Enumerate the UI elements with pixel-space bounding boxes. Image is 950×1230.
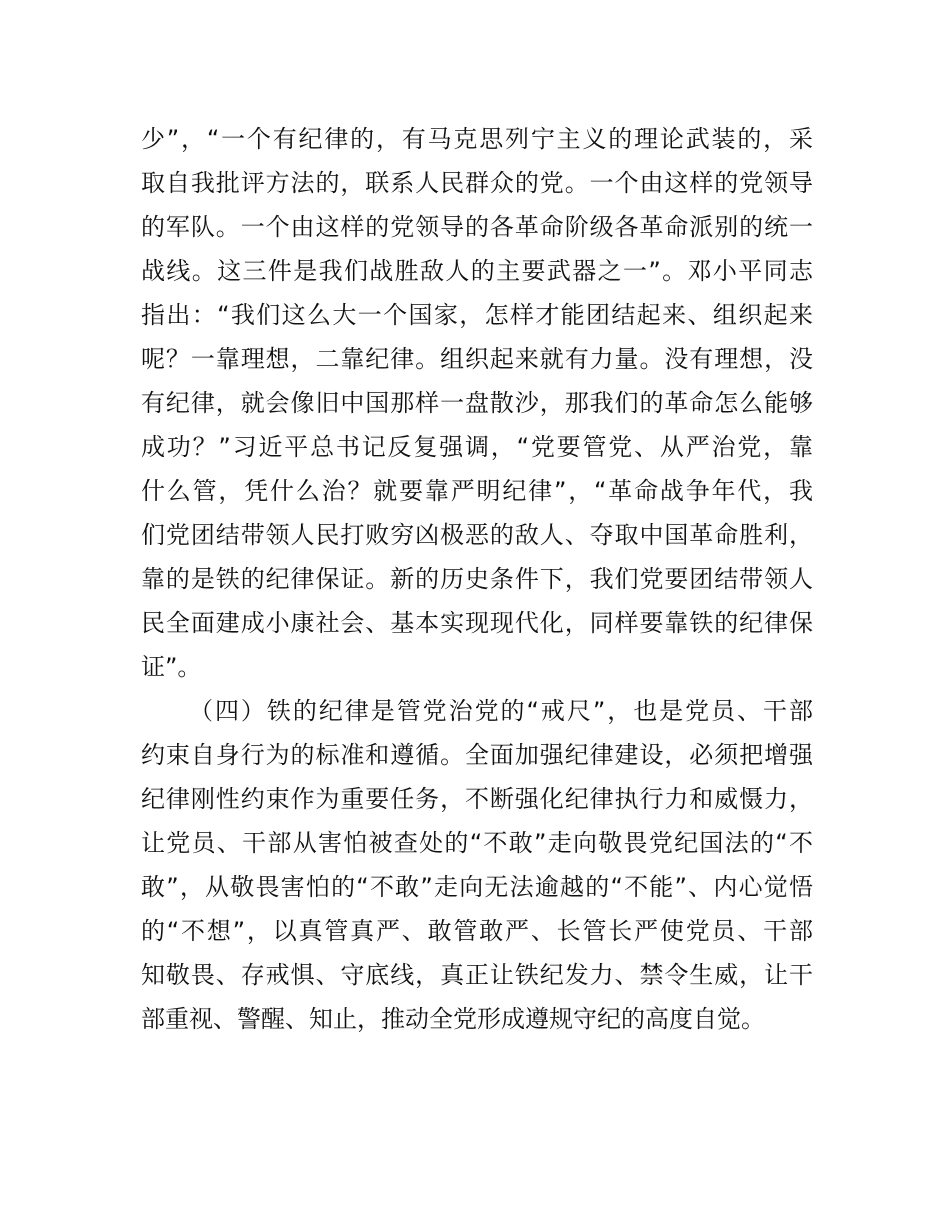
paragraph-line: 的“不想”，以真管真严、敢管敢严、长管长严使党员、干部 xyxy=(141,917,813,945)
paragraph-line: 战线。这三件是我们战胜敌人的主要武器之一”。邓小平同志 xyxy=(141,257,813,285)
paragraph-line-last: 部重视、警醒、知止，推动全党形成遵规守纪的高度自觉。 xyxy=(141,1005,765,1033)
paragraph-line: 纪律刚性约束作为重要任务，不断强化纪律执行力和威慑力， xyxy=(141,785,813,813)
paragraph-line: 的军队。一个由这样的党领导的各革命阶级各革命派别的统一 xyxy=(141,213,813,241)
paragraph-2 xyxy=(141,689,813,1041)
paragraph-line: 民全面建成小康社会、基本实现现代化，同样要靠铁的纪律保 xyxy=(141,609,813,637)
paragraph-line: 靠的是铁的纪律保证。新的历史条件下，我们党要团结带领人 xyxy=(141,565,813,593)
paragraph-line: 成功？”习近平总书记反复强调，“党要管党、从严治党，靠 xyxy=(141,433,813,461)
paragraph-line: 取自我批评方法的，联系人民群众的党。一个由这样的党领导 xyxy=(141,169,813,197)
paragraph-line: 敢”，从敬畏害怕的“不敢”走向无法逾越的“不能”、内心觉悟 xyxy=(141,873,813,901)
paragraph-line: 约束自身行为的标准和遵循。全面加强纪律建设，必须把增强 xyxy=(141,741,813,769)
paragraph-line-first: （四）铁的纪律是管党治党的“戒尺”，也是党员、干部 xyxy=(189,697,813,725)
paragraph-line: 们党团结带领人民打败穷凶极恶的敌人、夺取中国革命胜利， xyxy=(141,521,813,549)
paragraph-line: 知敬畏、存戒惧、守底线，真正让铁纪发力、禁令生威，让干 xyxy=(141,961,813,989)
paragraph-line: 少”，“一个有纪律的，有马克思列宁主义的理论武装的，采 xyxy=(141,125,813,153)
paragraph-1 xyxy=(141,117,813,689)
paragraph-line: 有纪律，就会像旧中国那样一盘散沙，那我们的革命怎么能够 xyxy=(141,389,813,417)
paragraph-line: 指出：“我们这么大一个国家，怎样才能团结起来、组织起来 xyxy=(141,301,813,329)
paragraph-line: 什么管，凭什么治？就要靠严明纪律”，“革命战争年代，我 xyxy=(141,477,813,505)
paragraph-line: 呢？一靠理想，二靠纪律。组织起来就有力量。没有理想，没 xyxy=(141,345,813,373)
paragraph-line: 让党员、干部从害怕被查处的“不敢”走向敬畏党纪国法的“不 xyxy=(141,829,813,857)
paragraph-line-last: 证”。 xyxy=(141,653,202,681)
